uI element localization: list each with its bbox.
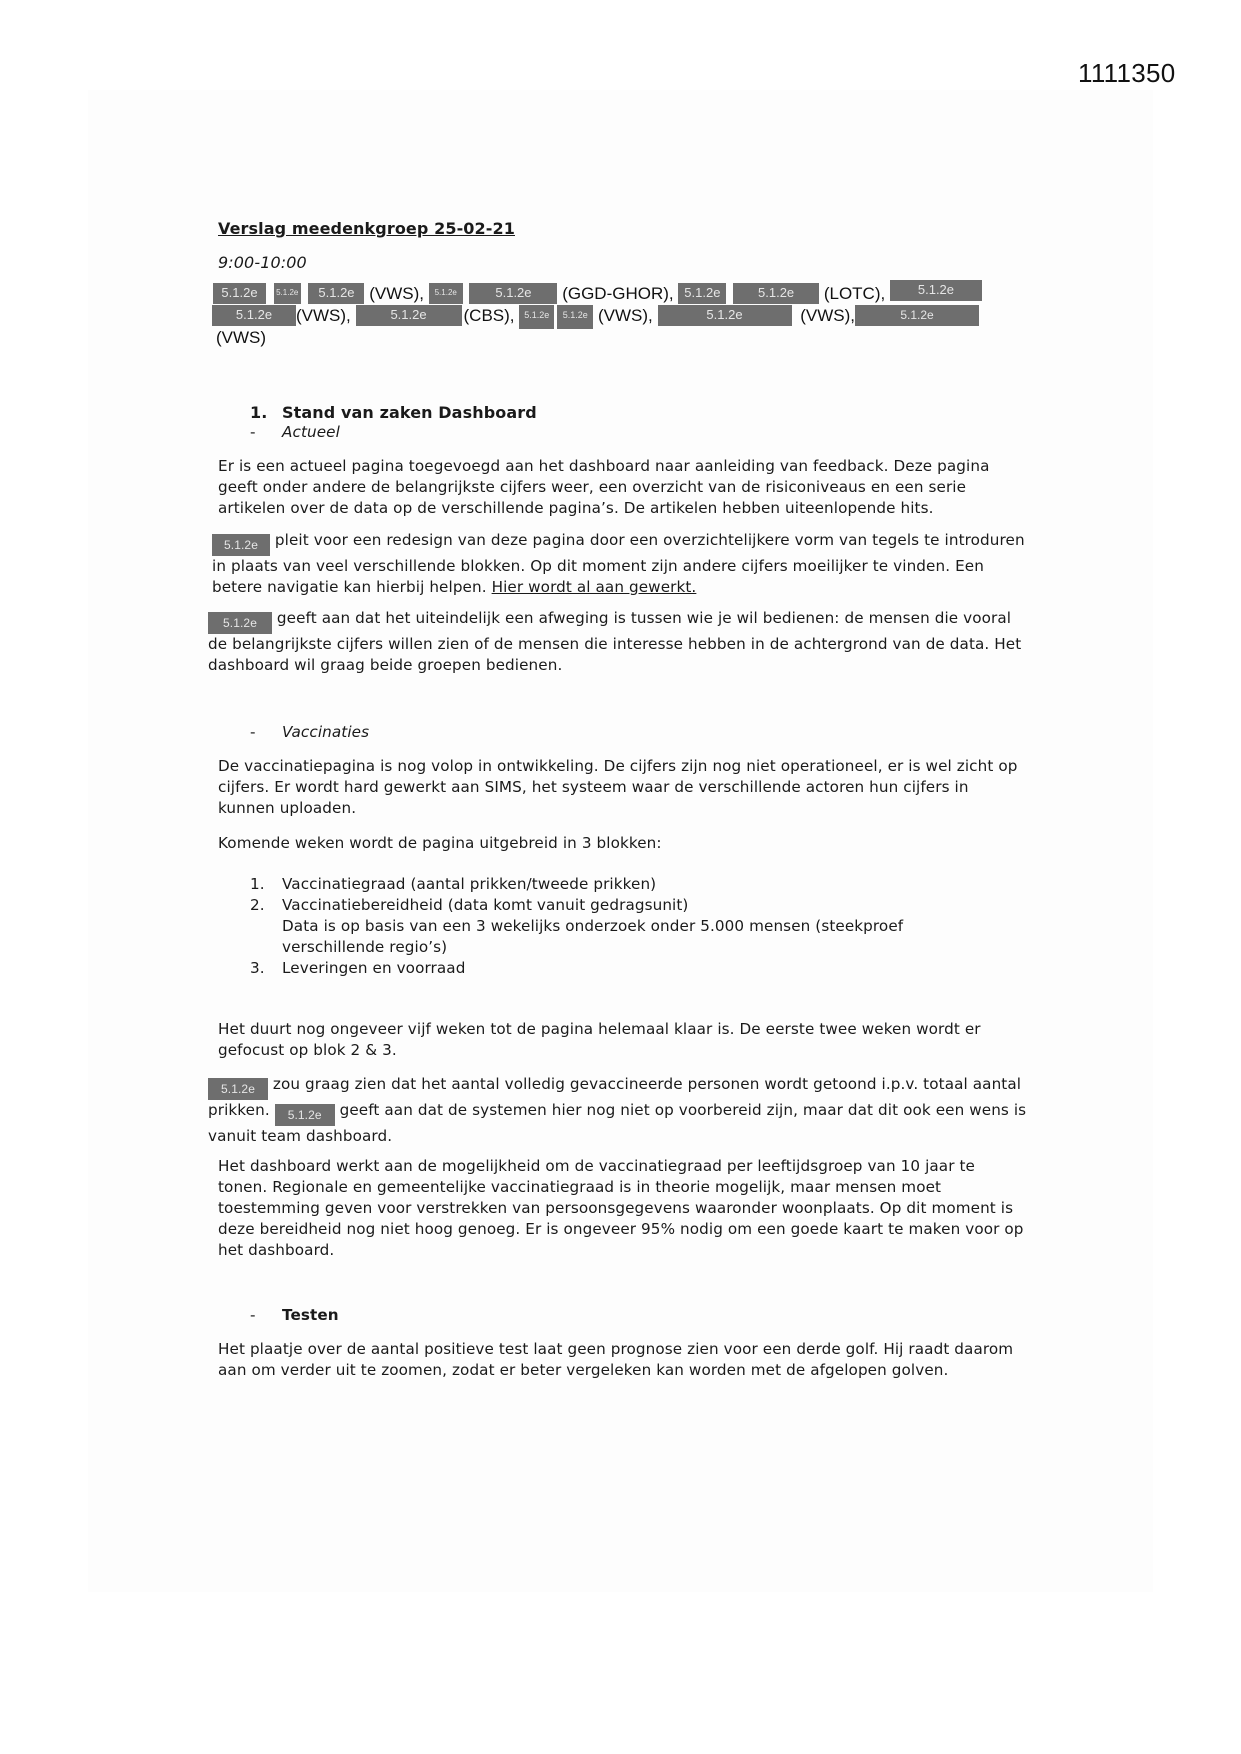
redaction: 5.1.2e xyxy=(890,280,982,301)
redaction: 5.1.2e xyxy=(212,534,270,556)
redaction: 5.1.2e xyxy=(208,612,272,634)
underlined-note: Hier wordt al aan gewerkt. xyxy=(491,578,697,596)
paragraph: 5.1.2e zou graag zien dat het aantal volledig gevaccineerde personen wordt getoond i.p.v. totaal aantal prikken. 5.1.2e geeft aan dat de systemen hier nog niet op voorbereid zijn, maar dat dit ook een wens is vanuit team dashboard. xyxy=(208,1075,1027,1145)
paragraph: Komende weken wordt de pagina uitgebreid in 3 blokken: xyxy=(218,834,662,852)
blocks-list xyxy=(250,874,1010,979)
attendees-line-3: (VWS) xyxy=(216,328,267,347)
redaction: 5.1.2e xyxy=(208,1078,268,1100)
list-item: 2. Vaccinatiebereidheid (data komt vanuit gedragsunit) Data is op basis van een 3 wekelijks onderzoek onder 5.000 mensen (steekproef verschillende regio’s) xyxy=(250,896,904,956)
redaction: 5.1.2e xyxy=(557,305,593,329)
redaction: 5.1.2e xyxy=(519,305,554,329)
redaction: 5.1.2e xyxy=(308,283,364,304)
paragraph: Het duurt nog ongeveer vijf weken tot de pagina helemaal klaar is. De eerste twee weken wordt er gefocust op blok 2 & 3. xyxy=(218,1020,981,1059)
subsection-vaccinaties: - Vaccinaties xyxy=(250,723,370,741)
document-title: Verslag meedenkgroep 25-02-21 xyxy=(218,219,515,238)
redaction: 5.1.2e xyxy=(212,305,296,326)
bullet-dash: - xyxy=(250,1306,256,1324)
bullet-dash: - xyxy=(250,723,256,741)
redaction: 5.1.2e xyxy=(855,305,979,326)
list-item: 1. Vaccinatiegraad (aantal prikken/tweede prikken) xyxy=(250,875,657,893)
attendee-org: (VWS), xyxy=(597,306,653,325)
section-heading: 1. Stand van zaken Dashboard xyxy=(250,403,537,422)
paragraph: 5.1.2e geeft aan dat het uiteindelijk een afweging is tussen wie je wil bedienen: de mensen die vooral de belangrijkste cijfers willen zien of de mensen die interesse hebben in de achtergrond van de data. Het dashboard wil graag beide groepen bedienen. xyxy=(208,609,1022,674)
document-id: 1111350 xyxy=(1078,58,1176,88)
redaction: 5.1.2e xyxy=(274,283,301,304)
redaction: 5.1.2e xyxy=(658,305,792,326)
attendee-org: (LOTC), xyxy=(823,284,886,303)
attendees-line-2 xyxy=(212,305,1012,329)
paragraph: Er is een actueel pagina toegevoegd aan het dashboard naar aanleiding van feedback. Deze pagina geeft onder andere de belangrijkste cijfers weer, een overzicht van de risiconiveaus en een serie artikelen over de data op de verschillende pagina’s. De artikelen hebben uiteenlopende hits. xyxy=(218,457,990,517)
attendees-line-1 xyxy=(213,283,1013,304)
redaction: 5.1.2e xyxy=(356,305,462,326)
bullet-dash: - xyxy=(250,423,256,441)
attendee-org: (VWS), xyxy=(369,284,424,303)
redaction: 5.1.2e xyxy=(678,283,726,304)
attendee-org: (GGD-GHOR), xyxy=(562,284,674,303)
attendee-org: (CBS), xyxy=(463,306,515,325)
redaction: 5.1.2e xyxy=(733,283,819,304)
paragraph: Het plaatje over de aantal positieve test laat geen prognose zien voor een derde golf. Hij raadt daarom aan om verder uit te zoomen, zodat er beter vergeleken kan worden met de afgelopen golven. xyxy=(218,1340,1014,1379)
subsection-actueel: - Actueel xyxy=(250,423,340,441)
paragraph: 5.1.2e pleit voor een redesign van deze pagina door een overzichtelijkere vorm van tegels te introduren in plaats van veel verschillende blokken. Op dit moment zijn andere cijfers moeilijker te vinden. Een betere navigatie kan hierbij helpen. Hier wordt al aan gewerkt. xyxy=(212,531,1025,596)
redaction: 5.1.2e xyxy=(469,283,557,304)
list-item: 3. Leveringen en voorraad xyxy=(250,959,466,977)
subsection-testen: - Testen xyxy=(250,1306,339,1324)
redaction: 5.1.2e xyxy=(213,283,266,304)
redaction: 5.1.2e xyxy=(429,283,463,304)
attendee-org: (VWS), xyxy=(800,306,856,325)
paragraph: Het dashboard werkt aan de mogelijkheid om de vaccinatiegraad per leeftijdsgroep van 10 jaar te tonen. Regionale en gemeentelijke vaccinatiegraad is in theorie mogelijk, maar mensen moet toestemming geven voor verstrekken van persoonsgegevens waaronder woonplaats. Op dit moment is deze bereidheid nog niet hoog genoeg. Er is ongeveer 95% nodig om een goede kaart te maken voor op het dashboard. xyxy=(218,1157,1024,1259)
redaction: 5.1.2e xyxy=(275,1104,335,1126)
attendee-org: (VWS), xyxy=(296,306,351,325)
paragraph: De vaccinatiepagina is nog volop in ontwikkeling. De cijfers zijn nog niet operationeel, er is wel zicht op cijfers. Er wordt hard gewerkt aan SIMS, het systeem waar de verschillende actoren hun cijfers in kunnen uploaden. xyxy=(218,757,1018,817)
meeting-time: 9:00-10:00 xyxy=(218,253,307,272)
